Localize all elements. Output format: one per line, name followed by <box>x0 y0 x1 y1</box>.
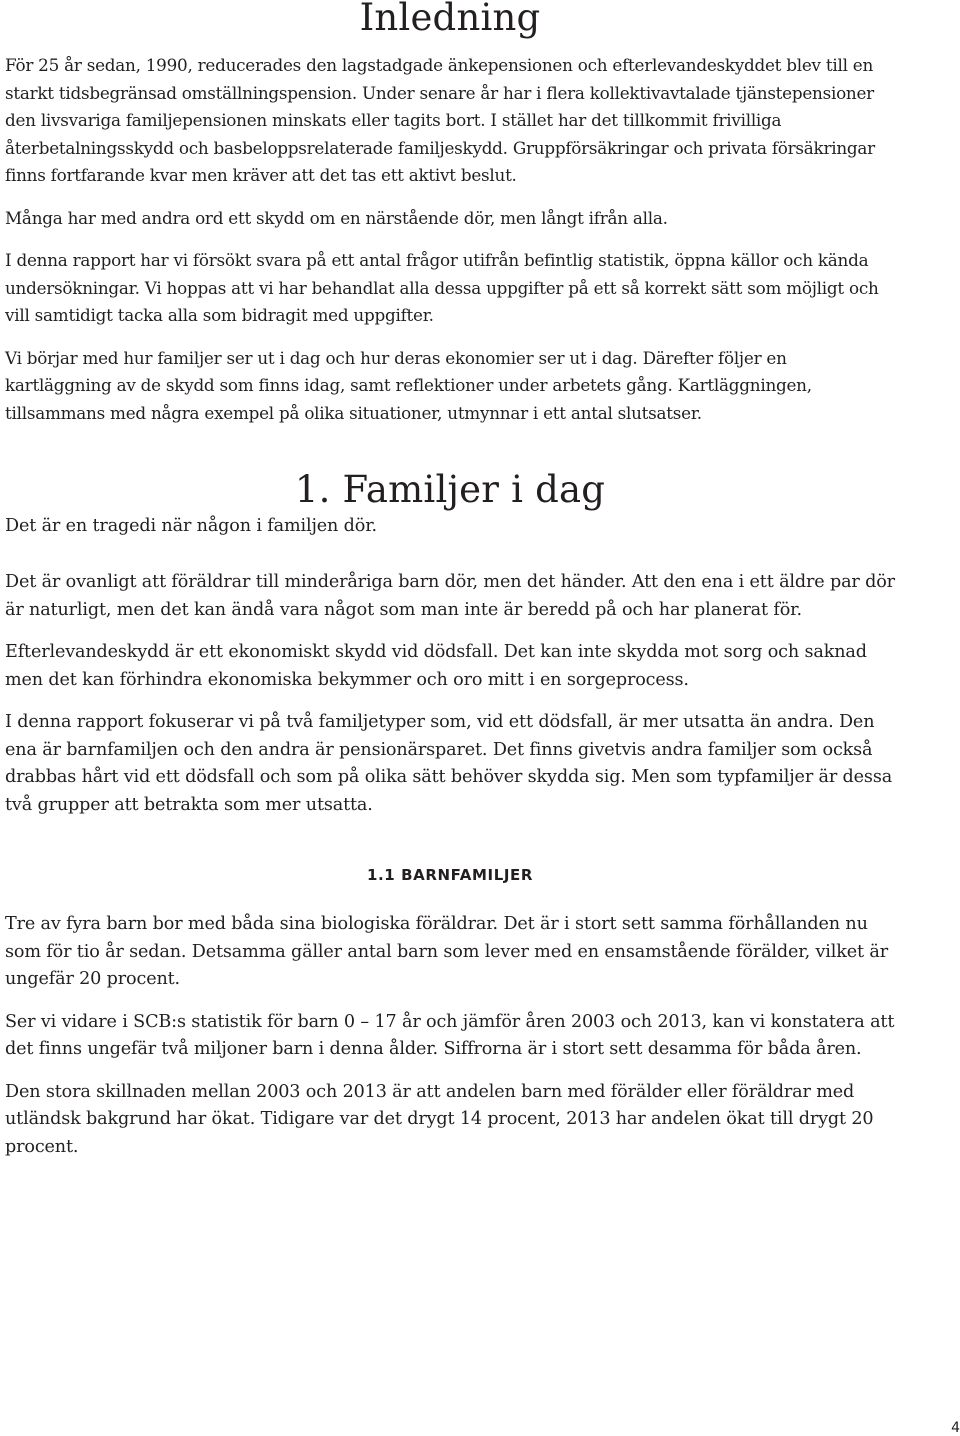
intro-paragraph-4: Vi börjar med hur familjer ser ut i dag och hur deras ekonomier ser ut i dag. Därefter följer en kartläggning av de skydd som finns idag, samt reflektioner under arbetets gång. Kartläggningen, tillsammans med några exempel på olika situationer, utmynnar i ett antal slutsatser. <box>5 347 812 423</box>
barnfamiljer-paragraph-1: Tre av fyra barn bor med båda sina biologiska föräldrar. Det är i stort sett samma förhållanden nu som för tio år sedan. Detsamma gäller antal barn som lever med en ensamstående förälder, vilket är ungefär 20 procent. <box>5 914 888 989</box>
section-title-familjer: 1. Familjer i dag <box>294 468 606 511</box>
families-lead: Det är en tragedi när någon i familjen dör. <box>5 516 377 536</box>
document-page <box>5 0 895 1161</box>
intro-paragraph-2: Många har med andra ord ett skydd om en närstående dör, men långt ifrån alla. <box>5 207 668 228</box>
intro-paragraph-1: För 25 år sedan, 1990, reducerades den lagstadgade änkepensionen och efterlevandeskyddet blev till en starkt tidsbegränsad omställningspension. Under senare år har i flera kollektivavtalade tjänstepensioner den livsvariga familjepensionen minskats eller tagits bort. I stället har det tillkommit frivilliga återbetalningsskydd och basbeloppsrelaterade familjeskydd. Gruppförsäkringar och privata försäkringar finns fortfarande kvar men kräver att det tas ett aktivt beslut. <box>5 55 875 185</box>
section-title-inledning: Inledning <box>359 0 541 39</box>
intro-paragraph-3: I denna rapport har vi försökt svara på ett antal frågor utifrån befintlig statistik, öppna källor och kända undersökningar. Vi hoppas att vi har behandlat alla dessa uppgifter på ett så korrekt sätt som möjligt och vill samtidigt tacka alla som bidragit med uppgifter. <box>5 250 879 325</box>
barnfamiljer-paragraph-3: Den stora skillnaden mellan 2003 och 2013 är att andelen barn med förälder eller föräldrar med utländsk bakgrund har ökat. Tidigare var det drygt 14 procent, 2013 har andelen ökat till drygt 20 procent. <box>5 1081 874 1157</box>
families-paragraph-3: I denna rapport fokuserar vi på två familjetyper som, vid ett dödsfall, är mer utsatta än andra. Den ena är barnfamiljen och den andra är pensionärsparet. Det finns givetvis andra familjer som också drabbas hårt vid ett dödsfall och som på olika sätt behöver skydda sig. Men som typfamiljer är dessa två grupper att betrakta som mer utsatta. <box>5 712 893 815</box>
barnfamiljer-paragraph-2: Ser vi vidare i SCB:s statistik för barn 0 – 17 år och jämför åren 2003 och 2013, kan vi konstatera att det finns ungefär två miljoner barn i denna ålder. Siffrorna är i stort sett desamma för båda åren. <box>5 1011 895 1059</box>
subsection-title-barnfamiljer: 1.1 BARNFAMILJER <box>366 866 534 884</box>
families-paragraph-2: Efterlevandeskydd är ett ekonomiskt skydd vid dödsfall. Det kan inte skydda mot sorg och saknad men det kan förhindra ekonomiska bekymmer och oro mitt i en sorgeprocess. <box>5 642 867 690</box>
families-paragraph-1: Det är ovanligt att föräldrar till minderåriga barn dör, men det händer. Att den ena i ett äldre par dör är naturligt, men det kan ändå vara något som man inte är beredd på och har planerat för. <box>5 572 895 620</box>
families-heading-row <box>5 457 895 547</box>
page-number: 4 <box>951 1420 960 1436</box>
